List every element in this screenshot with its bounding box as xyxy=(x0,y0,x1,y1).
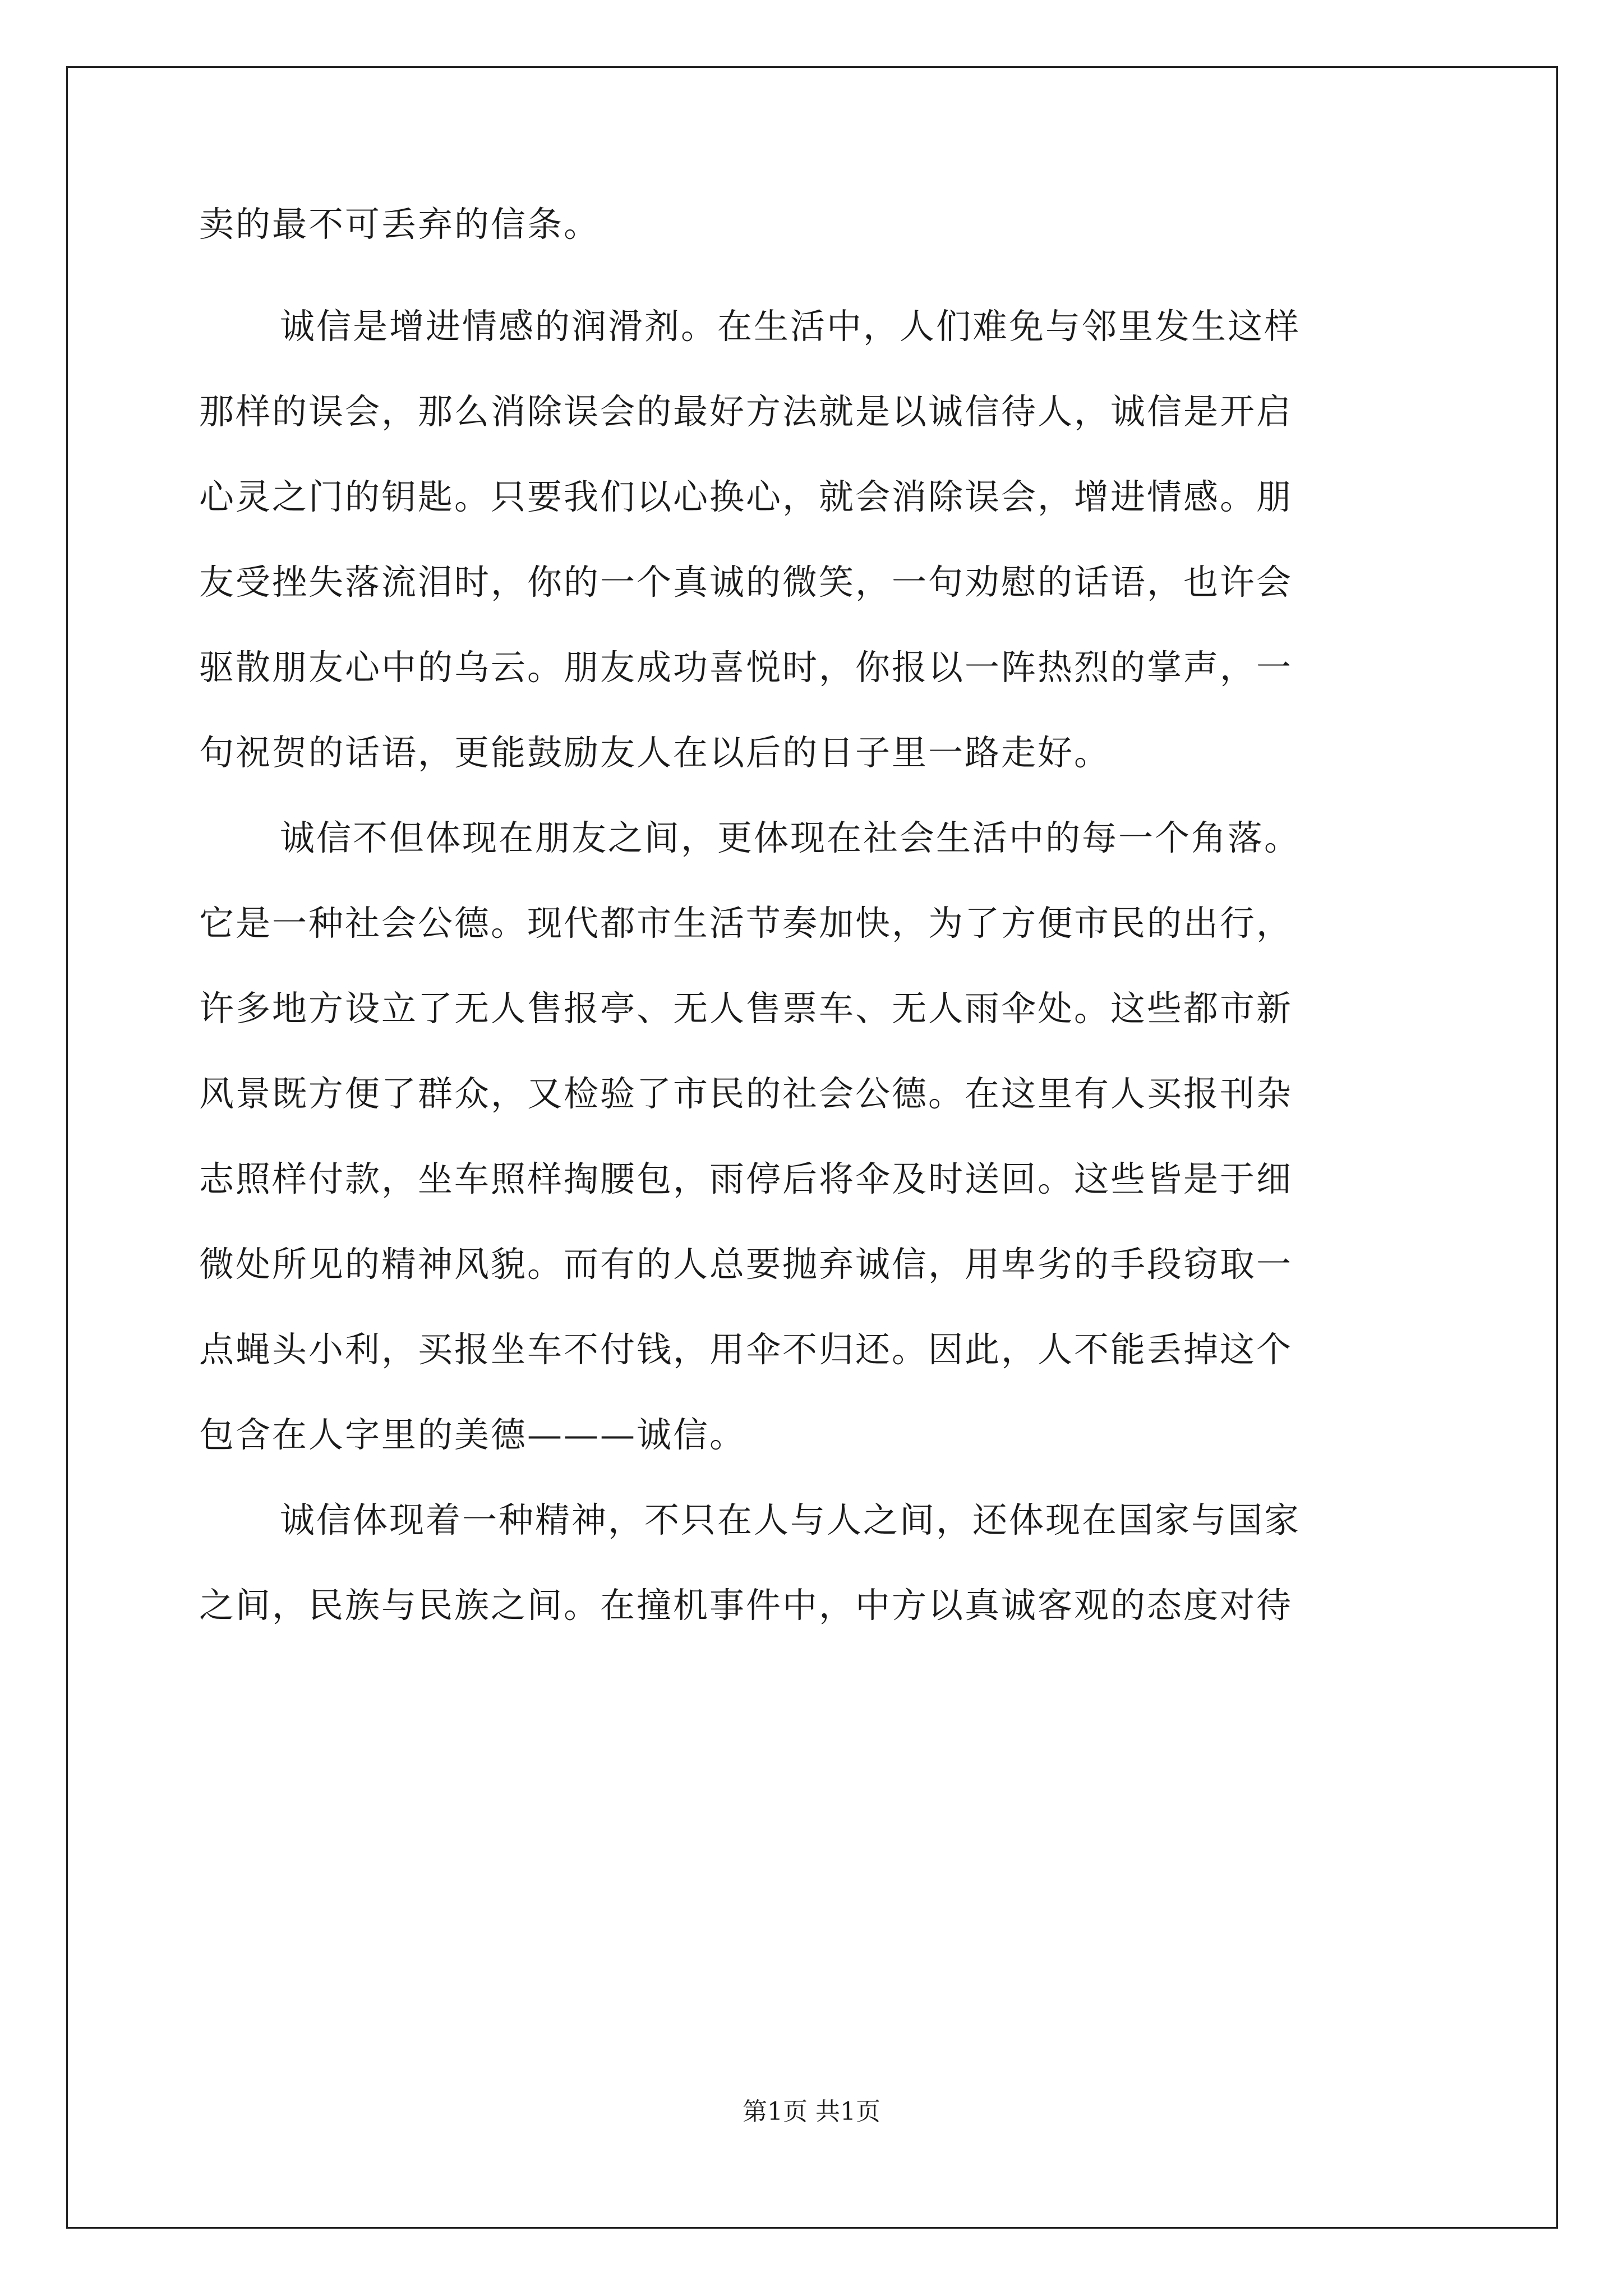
text-line: 包含在人字里的美德———诚信。 xyxy=(199,1414,746,1455)
paragraph-first-line: 诚信是增进情感的润滑剂。在生活中，人们难免与邻里发生这样 xyxy=(280,306,1301,347)
text-line: 卖的最不可丢弃的信条。 xyxy=(199,204,601,245)
paragraph-first-line: 诚信体现着一种精神，不只在人与人之间，还体现在国家与国家 xyxy=(280,1499,1301,1540)
text-line: 那样的误会，那么消除误会的最好方法就是以诚信待人，诚信是开启 xyxy=(199,391,1293,432)
text-line: 它是一种社会公德。现代都市生活节奏加快，为了方便市民的出行， xyxy=(199,903,1293,944)
text-line: 驱散朋友心中的乌云。朋友成功喜悦时，你报以一阵热烈的掌声，一 xyxy=(199,647,1293,688)
text-line: 许多地方设立了无人售报亭、无人售票车、无人雨伞处。这些都市新 xyxy=(199,988,1293,1029)
text-line: 风景既方便了群众，又检验了市民的社会公德。在这里有人买报刊杂 xyxy=(199,1073,1293,1114)
text-line: 心灵之门的钥匙。只要我们以心换心，就会消除误会，增进情感。朋 xyxy=(199,476,1293,517)
paragraph-first-line: 诚信不但体现在朋友之间，更体现在社会生活中的每一个角落。 xyxy=(280,817,1301,858)
text-line: 志照样付款，坐车照样掏腰包，雨停后将伞及时送回。这些皆是于细 xyxy=(199,1158,1293,1199)
text-line: 友受挫失落流泪时，你的一个真诚的微笑，一句劝慰的话语，也许会 xyxy=(199,562,1293,602)
text-line: 之间，民族与民族之间。在撞机事件中，中方以真诚客观的态度对待 xyxy=(199,1585,1293,1626)
text-line: 微处所见的精神风貌。而有的人总要抛弃诚信，用卑劣的手段窃取一 xyxy=(199,1244,1293,1285)
text-line: 句祝贺的话语，更能鼓励友人在以后的日子里一路走好。 xyxy=(199,732,1111,773)
page-number-footer: 第1页 共1页 xyxy=(743,2097,880,2126)
text-line: 点蝇头小利，买报坐车不付钱，用伞不归还。因此，人不能丢掉这个 xyxy=(199,1329,1293,1370)
